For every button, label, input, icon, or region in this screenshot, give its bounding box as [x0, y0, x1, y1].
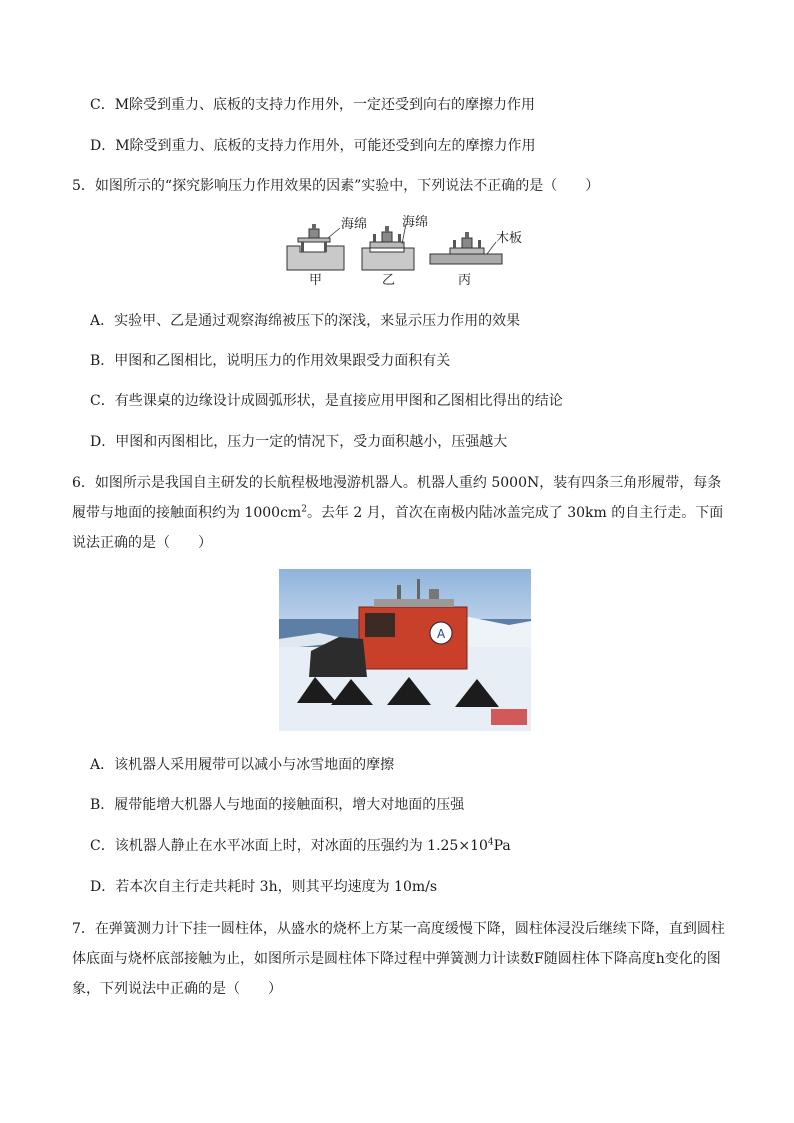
option-c-prev: C．M除受到重力、底板的支持力作用外，一定还受到向右的摩擦力作用 — [90, 97, 536, 113]
q5-option-d: D．甲图和丙图相比，压力一定的情况下，受力面积越小，压强越大 — [90, 434, 508, 450]
option-d-prev: D．M除受到重力、底板的支持力作用外，可能还受到向左的摩擦力作用 — [90, 138, 536, 154]
svg-text:A: A — [437, 627, 446, 641]
caption-yi: 乙 — [382, 273, 396, 288]
label-board: 木板 — [496, 231, 523, 246]
polar-robot-photo — [279, 569, 531, 731]
caption-bing: 丙 — [458, 273, 472, 288]
label-sponge-yi: 海绵 — [402, 215, 429, 230]
q6-option-a: A．该机器人采用履带可以减小与冰雪地面的摩擦 — [90, 757, 395, 773]
q5-option-a: A．实验甲、乙是通过观察海绵被压下的深浅，来显示压力作用的效果 — [90, 313, 521, 329]
q5-option-b: B．甲图和乙图相比，说明压力的作用效果跟受力面积有关 — [90, 353, 451, 369]
question-7-stem: 7．在弹簧测力计下挂一圆柱体，从盛水的烧杯上方某一高度缓慢下降，圆柱体浸没后继续下降，直到圆柱体底面与烧杯底部接触为止，如图所示是圆柱体下降过程中弹簧测力计读数F随圆柱体下降高度h变化的图象，下列说法中正确的是（ ） — [72, 921, 725, 997]
q5-option-c: C．有些课桌的边缘设计成圆弧形状，是直接应用甲图和乙图相比得出的结论 — [90, 393, 563, 409]
label-sponge-jia: 海绵 — [341, 217, 368, 232]
caption-jia: 甲 — [309, 273, 323, 288]
setup-jia — [287, 224, 344, 270]
q6-option-b: B．履带能增大机器人与地面的接触面积，增大对地面的压强 — [90, 797, 465, 813]
question-5-stem: 5．如图所示的“探究影响压力作用效果的因素”实验中，下列说法不正确的是（ ） — [72, 178, 600, 194]
question-6-stem: 6．如图所示是我国自主研发的长航程极地漫游机器人。机器人重约 5000N，装有四条三角形履带，每条履带与地面的接触面积约为 $1000cm^2$。去年 2 月，首次在南极内陆冰盖完成了 30km 的自主行走。下面说法正确的是（ ） — [72, 475, 724, 551]
setup-yi — [362, 224, 414, 270]
pressure-experiment-figure — [282, 212, 522, 296]
setup-bing — [430, 232, 502, 264]
q6-option-c: C．该机器人静止在水平冰面上时，对冰面的压强约为 $1.25\times 10^4Pa$ — [90, 837, 511, 854]
q6-option-d: D．若本次自主行走共耗时 3h，则其平均速度为 10m/s — [90, 879, 438, 895]
polar-robot-illustration — [279, 569, 531, 731]
